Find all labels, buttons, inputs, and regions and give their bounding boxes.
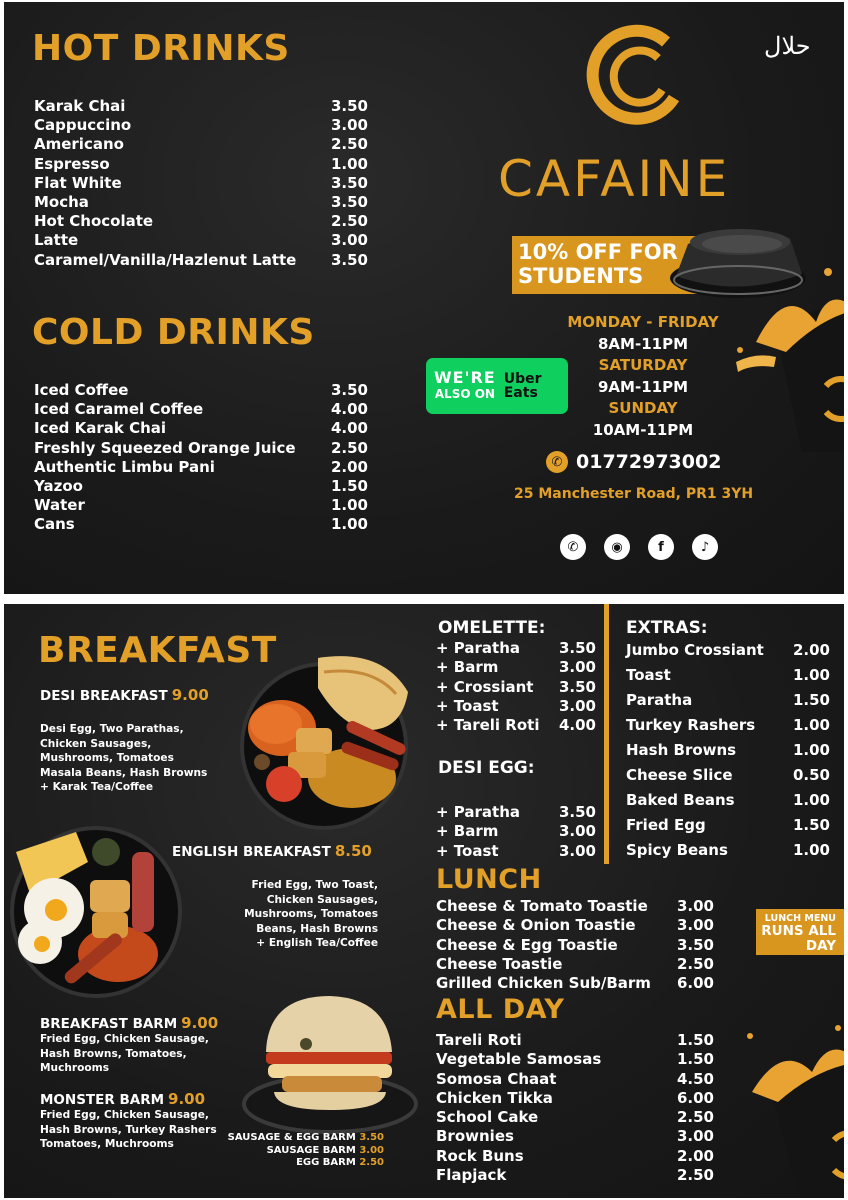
menu-item-price: 3.00: [558, 658, 596, 677]
ubereats-line2: ALSO ON: [434, 387, 495, 401]
menu-item-name: Iced Coffee: [34, 381, 129, 399]
menu-item-name: Americano: [34, 135, 124, 154]
english-breakfast-image: [6, 822, 186, 1002]
menu-item-name: Hot Chocolate: [34, 212, 154, 231]
menu-item-name: Authentic Limbu Pani: [34, 457, 215, 476]
menu-item-name: Yazoo: [34, 476, 83, 495]
menu-item-name: + Crossiant: [436, 677, 534, 696]
menu-item-price: 3.50: [330, 381, 368, 399]
menu-item-name: Iced Caramel Coffee: [34, 400, 204, 419]
drinks-panel: [4, 2, 844, 594]
menu-item: [626, 788, 830, 813]
cold-drinks-list: [34, 381, 368, 535]
menu-item: [436, 803, 596, 822]
phone-icon: ✆: [546, 451, 568, 473]
omelette-title: OMELETTE:: [438, 618, 546, 638]
description-line: Fried Egg, Two Toast,: [251, 879, 378, 891]
menu-item-name: Brownies: [436, 1127, 514, 1146]
menu-item-price: 1.00: [792, 716, 830, 734]
menu-item: [436, 822, 596, 841]
menu-item: [34, 381, 368, 400]
menu-item-name: Spicy Beans: [626, 841, 728, 859]
whatsapp-icon[interactable]: ✆: [560, 534, 586, 560]
menu-item-price: 3.50: [558, 803, 596, 821]
small-barm-name: SAUSAGE BARM: [266, 1144, 356, 1156]
halal-label: حلال: [764, 32, 811, 60]
menu-item: [34, 400, 368, 419]
desi-breakfast-heading: [40, 686, 209, 704]
hot-drinks-list: [34, 97, 368, 270]
menu-item-price: 3.50: [330, 192, 368, 211]
menu-item-name: Caramel/Vanilla/Hazlenut Latte: [34, 250, 297, 269]
menu-item-price: 4.00: [558, 716, 596, 735]
menu-item-name: Fried Egg: [626, 816, 706, 834]
menu-item-name: + Toast: [436, 696, 499, 715]
english-breakfast-name: ENGLISH BREAKFAST: [172, 844, 331, 860]
menu-item-name: + Toast: [436, 841, 499, 860]
menu-item: [436, 678, 596, 697]
address: 25 Manchester Road, PR1 3YH: [514, 486, 754, 502]
menu-item-price: 1.00: [792, 666, 830, 684]
menu-item-price: 2.50: [330, 438, 368, 457]
menu-item: [34, 458, 368, 477]
extras-title: EXTRAS:: [626, 618, 708, 638]
menu-item: [34, 419, 368, 438]
description-line: Chicken Sausages,: [40, 737, 152, 750]
menu-item: [436, 697, 596, 716]
breakfast-barm-image: [238, 992, 422, 1134]
description-line: Tomatoes, Muchrooms: [40, 1138, 174, 1151]
description-line: Masala Beans, Hash Browns: [40, 766, 208, 779]
menu-item: [436, 974, 714, 993]
small-barm-price: 2.50: [359, 1157, 384, 1168]
social-links: [560, 534, 718, 560]
all-day-list: [436, 1031, 714, 1185]
menu-item-price: 2.50: [330, 135, 368, 154]
breakfast-barm-heading: [40, 1014, 218, 1032]
menu-item-price: 3.00: [558, 696, 596, 715]
menu-item: [436, 1108, 714, 1127]
menu-item-price: 3.50: [330, 173, 368, 192]
menu-item-price: 3.00: [676, 897, 714, 915]
menu-item-name: Rock Buns: [436, 1146, 524, 1165]
menu-item-price: 3.00: [676, 916, 714, 935]
promo-line-1: 10% OFF FOR: [518, 240, 678, 264]
menu-item-name: Flapjack: [436, 1166, 507, 1185]
menu-item-name: Water: [34, 496, 85, 515]
menu-item-price: 3.00: [558, 822, 596, 841]
menu-item-name: + Paratha: [436, 639, 520, 657]
coffee-cup-splash-icon: [742, 1022, 844, 1198]
menu-item: [626, 838, 830, 863]
desi-egg-title: DESI EGG:: [438, 758, 535, 778]
menu-item-name: Cheese & Egg Toastie: [436, 935, 618, 954]
menu-item: [436, 658, 596, 677]
menu-item-name: + Barm: [436, 658, 499, 677]
menu-item-name: Cappuccino: [34, 116, 132, 135]
menu-item-name: Cheese Toastie: [436, 954, 563, 973]
lunch-badge-line3: DAY: [805, 938, 836, 954]
promo-line-2: STUDENTS: [518, 264, 644, 288]
menu-item-name: Cans: [34, 515, 75, 534]
breakfast-title: BREAKFAST: [38, 630, 277, 671]
logo-c-icon: [586, 20, 696, 130]
monster-barm-name: MONSTER BARM: [40, 1092, 165, 1108]
omelette-list: [436, 639, 596, 735]
menu-item: [626, 813, 830, 838]
menu-item: [34, 231, 368, 250]
menu-item: [436, 1147, 714, 1166]
small-barm-price: 3.50: [359, 1132, 384, 1143]
description-line: Chicken Sausages,: [266, 893, 378, 906]
menu-item: [626, 638, 830, 663]
lunch-all-day-badge: [756, 909, 844, 955]
description-line: Hash Browns, Tomatoes,: [40, 1047, 187, 1060]
menu-item: [34, 116, 368, 135]
small-barm-item: [214, 1157, 384, 1170]
menu-item-price: 3.00: [676, 1127, 714, 1146]
menu-item-price: 6.00: [676, 974, 714, 993]
menu-item-name: Jumbo Crossiant: [626, 641, 764, 659]
menu-item-price: 1.50: [676, 1031, 714, 1049]
menu-item-price: 2.50: [676, 954, 714, 973]
menu-item: [436, 916, 714, 935]
menu-item-name: Baked Beans: [626, 791, 735, 809]
tiktok-icon[interactable]: ♪: [692, 534, 718, 560]
menu-item-price: 4.00: [330, 419, 368, 438]
ubereats-brand2: Eats: [503, 385, 538, 401]
menu-item: [436, 1070, 714, 1089]
breakfast-barm-price: 9.00: [181, 1014, 219, 1032]
menu-item-price: 1.00: [792, 841, 830, 859]
description-line: Beans, Hash Browns: [256, 922, 378, 935]
menu-item-price: 1.50: [792, 691, 830, 709]
menu-item: [436, 1050, 714, 1069]
menu-item: [626, 763, 830, 788]
menu-item: [436, 639, 596, 658]
menu-item-price: 2.50: [676, 1108, 714, 1127]
menu-item-name: Somosa Chaat: [436, 1069, 557, 1088]
menu-item-price: 3.50: [558, 677, 596, 696]
english-breakfast-price: 8.50: [334, 842, 372, 860]
menu-item: [626, 663, 830, 688]
description-line: Fried Egg, Chicken Sausage,: [40, 1033, 209, 1045]
menu-item-name: Hash Browns: [626, 741, 737, 759]
menu-item-name: Espresso: [34, 154, 110, 173]
menu-item: [626, 713, 830, 738]
lunch-badge-line2: RUNS ALL: [761, 923, 836, 939]
english-breakfast-description: [204, 878, 378, 951]
menu-item: [626, 688, 830, 713]
menu-item: [34, 193, 368, 212]
hot-drinks-title: HOT DRINKS: [32, 28, 290, 69]
menu-item-name: Flat White: [34, 173, 122, 192]
menu-item-price: 2.50: [676, 1166, 714, 1185]
description-line: Mushrooms, Tomatoes: [40, 752, 174, 765]
desi-breakfast-description: [40, 722, 230, 795]
menu-item-name: + Tareli Roti: [436, 716, 540, 735]
menu-item-name: Karak Chai: [34, 97, 126, 115]
menu-item-price: 2.00: [676, 1146, 714, 1165]
menu-item: [436, 1166, 714, 1185]
column-divider: [604, 604, 609, 864]
menu-item-price: 3.50: [330, 250, 368, 269]
menu-item: [34, 212, 368, 231]
menu-item-price: 0.50: [792, 766, 830, 784]
hours-time: 10AM-11PM: [592, 420, 694, 439]
hours-day: SATURDAY: [598, 356, 688, 374]
menu-item: [34, 496, 368, 515]
lunch-list: [436, 897, 714, 993]
menu-item-name: Tareli Roti: [436, 1031, 522, 1049]
desi-breakfast-name: DESI BREAKFAST: [40, 688, 168, 704]
ubereats-badge[interactable]: [426, 358, 568, 414]
menu-item: [34, 477, 368, 496]
brand-name: CAFAINE: [498, 150, 731, 208]
hours-day: SUNDAY: [608, 399, 678, 417]
cold-drinks-title: COLD DRINKS: [32, 312, 315, 353]
menu-item-price: 4.50: [676, 1069, 714, 1088]
lunch-title: LUNCH: [436, 864, 542, 895]
menu-item: [436, 716, 596, 735]
menu-item-name: Iced Karak Chai: [34, 419, 167, 438]
menu-item-name: Cheese & Onion Toastie: [436, 916, 636, 935]
menu-item-name: Turkey Rashers: [626, 716, 756, 734]
extras-list: [626, 638, 830, 863]
phone-row[interactable]: [546, 451, 721, 473]
menu-item-price: 4.00: [330, 400, 368, 419]
menu-item: [34, 135, 368, 154]
facebook-icon[interactable]: f: [648, 534, 674, 560]
menu-item-price: 1.50: [676, 1050, 714, 1069]
monster-barm-heading: [40, 1090, 205, 1108]
opening-hours: [548, 312, 738, 441]
hours-time: 9AM-11PM: [598, 377, 688, 396]
menu-item-name: Latte: [34, 231, 79, 250]
menu-item-name: Vegetable Samosas: [436, 1050, 602, 1069]
hours-day: MONDAY - FRIDAY: [567, 313, 719, 331]
small-barms-list: [214, 1132, 384, 1170]
ubereats-brand1: Uber: [503, 371, 542, 387]
menu-item-price: 3.50: [558, 639, 596, 657]
menu-item-price: 1.50: [330, 476, 368, 495]
menu-item: [34, 97, 368, 116]
menu-item-price: 3.00: [330, 231, 368, 250]
menu-item-name: School Cake: [436, 1108, 539, 1127]
breakfast-barm-description: [40, 1032, 230, 1076]
menu-item: [436, 1031, 714, 1050]
menu-item-price: 1.00: [792, 741, 830, 759]
menu-item-price: 3.00: [558, 841, 596, 860]
menu-item: [436, 1089, 714, 1108]
menu-item: [34, 251, 368, 270]
small-barm-item: [214, 1145, 384, 1158]
menu-item: [436, 936, 714, 955]
phone-number: 01772973002: [576, 451, 722, 473]
menu-item-price: 3.00: [330, 116, 368, 135]
menu-item-name: Chicken Tikka: [436, 1088, 553, 1107]
menu-item-price: 2.00: [330, 457, 368, 476]
menu-item-price: 1.50: [792, 816, 830, 834]
small-barm-name: SAUSAGE & EGG BARM: [227, 1132, 356, 1143]
description-line: Hash Browns, Turkey Rashers: [40, 1123, 217, 1136]
description-line: + English Tea/Coffee: [256, 937, 378, 950]
instagram-icon[interactable]: ◉: [604, 534, 630, 560]
small-barm-name: EGG BARM: [296, 1157, 356, 1168]
description-line: Mushrooms, Tomatoes: [244, 908, 378, 921]
ubereats-line1: WE'RE: [434, 368, 496, 387]
food-panel: [4, 604, 844, 1198]
menu-item: [436, 842, 596, 861]
menu-item-price: 3.50: [676, 935, 714, 954]
desi-breakfast-image: [232, 648, 418, 830]
lunch-badge-line1: LUNCH MENU: [764, 913, 836, 924]
menu-item: [436, 955, 714, 974]
description-line: + Karak Tea/Coffee: [40, 781, 154, 794]
menu-item-price: 1.00: [330, 154, 368, 173]
menu-item-price: 6.00: [676, 1088, 714, 1107]
menu-item: [34, 515, 368, 534]
menu-item-price: 1.00: [330, 515, 368, 534]
ubereats-logo: [504, 372, 542, 400]
description-line: Muchrooms: [40, 1062, 110, 1075]
monster-barm-description: [40, 1108, 240, 1152]
breakfast-barm-name: BREAKFAST BARM: [40, 1016, 178, 1032]
menu-item-name: Toast: [626, 666, 671, 684]
menu-item-name: + Barm: [436, 822, 499, 841]
menu-item: [626, 738, 830, 763]
menu-item: [34, 439, 368, 458]
description-line: Fried Egg, Chicken Sausage,: [40, 1109, 209, 1121]
desi-egg-list: [436, 803, 596, 861]
menu-item-price: 1.00: [330, 496, 368, 515]
hours-time: 8AM-11PM: [598, 334, 688, 353]
menu-item-name: Freshly Squeezed Orange Juice: [34, 438, 296, 457]
menu-item-price: 1.00: [792, 791, 830, 809]
menu-item-price: 2.00: [792, 641, 830, 659]
menu-item-name: + Paratha: [436, 803, 520, 821]
small-barm-item: [214, 1132, 384, 1145]
menu-item-price: 3.50: [330, 97, 368, 115]
description-line: Desi Egg, Two Parathas,: [40, 723, 184, 735]
all-day-title: ALL DAY: [436, 994, 565, 1025]
menu-item-price: 2.50: [330, 212, 368, 231]
menu-item-name: Paratha: [626, 691, 693, 709]
small-barm-price: 3.00: [359, 1144, 384, 1156]
desi-breakfast-price: 9.00: [171, 686, 209, 704]
menu-item-name: Mocha: [34, 192, 89, 211]
monster-barm-price: 9.00: [168, 1090, 206, 1108]
menu-item: [436, 1127, 714, 1146]
menu-item-name: Cheese & Tomato Toastie: [436, 897, 648, 915]
menu-item: [34, 155, 368, 174]
menu-item: [436, 897, 714, 916]
menu-item-name: Cheese Slice: [626, 766, 733, 784]
english-breakfast-heading: [172, 842, 372, 860]
menu-item-name: Grilled Chicken Sub/Barm: [436, 974, 651, 993]
menu-item: [34, 174, 368, 193]
